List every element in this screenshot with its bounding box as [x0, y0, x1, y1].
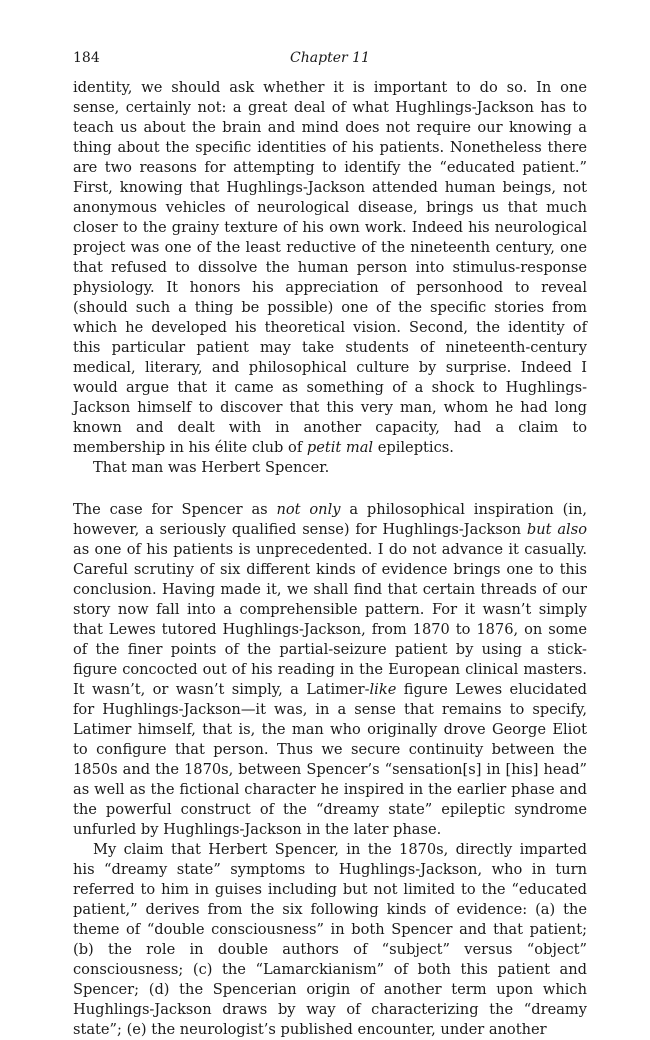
paragraph	[73, 840, 587, 1040]
italic-text: but also	[526, 521, 587, 538]
text-run: as one of his patients is unprecedented. I do not advance it casually. Careful scrutiny of six different kinds of evidence brings one to this conclusion. Having made it, we shall find that certain threads of our story now fall into a comprehensible pattern. For it wasn’t simply that Lewes tutored Hughlings-Jackson, from 1870 to 1876, on some of the finer points of the partial-seizure patient by using a stick-figure concocted out of his reading in the European clinical masters. It wasn’t, or wasn’t simply, a Latimer-	[73, 541, 587, 698]
running-title: Chapter 11	[290, 50, 370, 66]
paragraph	[73, 500, 587, 840]
italic-text: like	[369, 681, 397, 698]
italic-text: petit mal	[306, 439, 374, 456]
text-run: a philosophical inspiration (in, however, a seriously qualified sense) for Hughlings-Jackson	[73, 501, 588, 538]
body-text	[73, 78, 587, 1040]
paragraph	[73, 78, 587, 458]
italic-text: not only	[276, 501, 341, 518]
text-run: My claim that Herbert Spencer, in the 1870s, directly imparted his “dreamy state” symptoms to Hughlings-Jackson, who in turn referred to him in guises including but not limited to the “educated patient,” derives from the six following kinds of evidence: (a) the theme of “double consciousness” in both Spencer and that patient; (b) the role in double authors of “subject” versus “object” consciousness; (c) the “Lamarckianism” of both this patient and Spencer; (d) the Spencerian origin of another term upon which Hughlings-Jackson draws by way of characterizing the “dreamy state”; (e) the neurologist’s published encounter, under another	[73, 841, 587, 1038]
text-run: The case for Spencer as	[73, 501, 277, 518]
running-header	[73, 50, 587, 70]
text-run: identity, we should ask whether it is important to do so. In one sense, certainly not: a great deal of what Hughlings-Jackson has to teach us about the brain and mind does not require our knowing a thing about the specific identities of his patients. Nonetheless there are two reasons for attempting to identify the “educated patient.” First, knowing that Hughlings-Jackson attended human beings, not anonymous vehicles of neurological disease, brings us that much closer to the grainy texture of his own work. Indeed his neurological project was one of the least reductive of the nineteenth century, one that refused to dissolve the human person into stimulus-response physiology. It honors his appreciation of personhood to reveal (should such a thing be possible) one of the specific stories from which he developed his theoretical vision. Second, the identity of this particular patient may take students of nineteenth-century medical, literary, and philosophical culture by surprise. Indeed I would argue that it came as something of a shock to Hughlings-Jackson himself to discover that this very man, whom he had long known and dealt with in another capacity, had a claim to membership in his élite club of	[73, 79, 587, 456]
text-run: figure Lewes elucidated for Hughlings-Jackson—it was, in a sense that remains to specify, Latimer himself, that is, the man who originally drove George Eliot to configure that person. Thus we secure continuity between the 1850s and the 1870s, between Spencer’s “sensation[s] in [his] head” as well as the fictional character he inspired in the earlier phase and the powerful construct of the “dreamy state” epileptic syndrome unfurled by Hughlings-Jackson in the later phase.	[73, 681, 587, 838]
text-run: epileptics.	[373, 439, 454, 456]
text-run: That man was Herbert Spencer.	[93, 459, 330, 476]
page-number: 184	[73, 50, 100, 66]
paragraph	[73, 458, 587, 478]
